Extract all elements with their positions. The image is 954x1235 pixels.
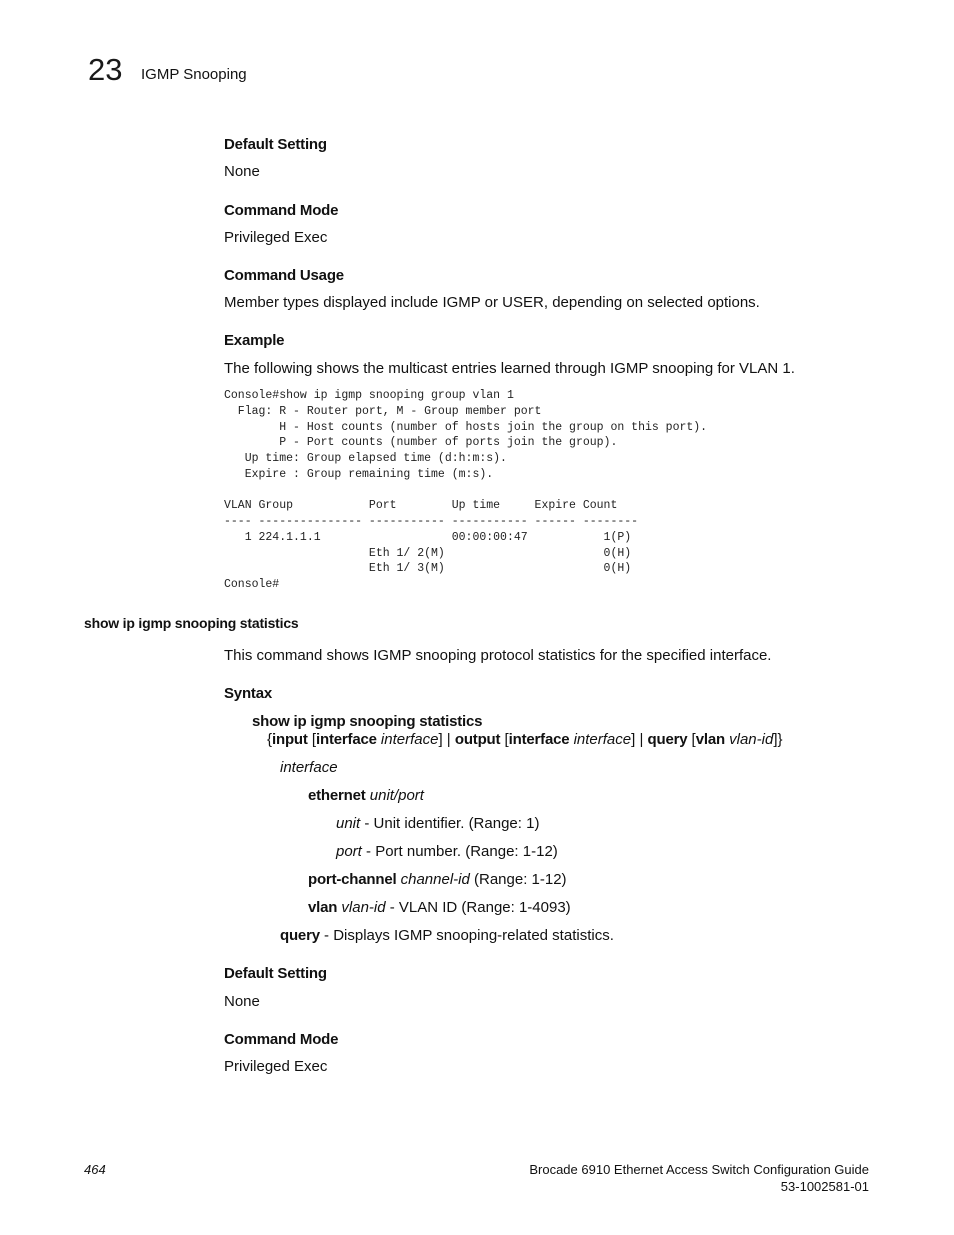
footer-doc-number: 53-1002581-01 — [780, 1179, 869, 1194]
syntax-command: show ip igmp snooping statistics — [252, 713, 483, 730]
footer-doc-title: Brocade 6910 Ethernet Access Switch Configuration Guide — [529, 1162, 869, 1177]
command-mode-value: Privileged Exec — [224, 229, 328, 246]
param-port: port - Port number. (Range: 1-12) — [336, 843, 558, 860]
param-interface: interface — [280, 759, 338, 776]
example-text: The following shows the multicast entries learned through IGMP snooping for VLAN 1. — [224, 360, 795, 377]
example-code-block: Console#show ip igmp snooping group vlan 1 Flag: R - Router port, M - Group member port H - Host counts (number of hosts join the group on this port). P - Port counts (number of ports join the group). Up time: Group elapsed time (d:h:m:s). Expire : Group remaining time (m:s). VLAN Group Port Up time Expire Count ---- --------------- ----------- ----------- ------ -------- 1 224.1.1.1 00:00:00:47 1(P) Eth 1/ 2(M) 0(H) Eth 1/ 3(M) 0(H) Console# — [224, 389, 708, 591]
default-setting-heading-2: Default Setting — [224, 965, 327, 982]
default-setting-heading: Default Setting — [224, 136, 327, 153]
syntax-heading: Syntax — [224, 685, 272, 702]
param-query: query - Displays IGMP snooping-related statistics. — [280, 927, 614, 944]
syntax-arguments: {input [interface interface] | output [interface interface] | query [vlan vlan-id]} — [267, 731, 783, 748]
command-usage-heading: Command Usage — [224, 267, 344, 284]
param-ethernet: ethernet unit/port — [308, 787, 424, 804]
param-port-channel: port-channel channel-id (Range: 1-12) — [308, 871, 567, 888]
page-number: 464 — [84, 1162, 106, 1177]
command-mode-heading: Command Mode — [224, 202, 339, 219]
command-title: show ip igmp snooping statistics — [84, 615, 299, 631]
param-vlan: vlan vlan-id - VLAN ID (Range: 1-4093) — [308, 899, 571, 916]
command-usage-text: Member types displayed include IGMP or USER, depending on selected options. — [224, 294, 760, 311]
param-unit: unit - Unit identifier. (Range: 1) — [336, 815, 540, 832]
command-mode-value-2: Privileged Exec — [224, 1058, 328, 1075]
command-mode-heading-2: Command Mode — [224, 1031, 339, 1048]
chapter-title: IGMP Snooping — [141, 66, 247, 83]
default-setting-value-2: None — [224, 993, 260, 1010]
example-heading: Example — [224, 332, 285, 349]
default-setting-value: None — [224, 163, 260, 180]
command-description: This command shows IGMP snooping protocol statistics for the specified interface. — [224, 647, 772, 664]
chapter-number: 23 — [88, 52, 123, 87]
